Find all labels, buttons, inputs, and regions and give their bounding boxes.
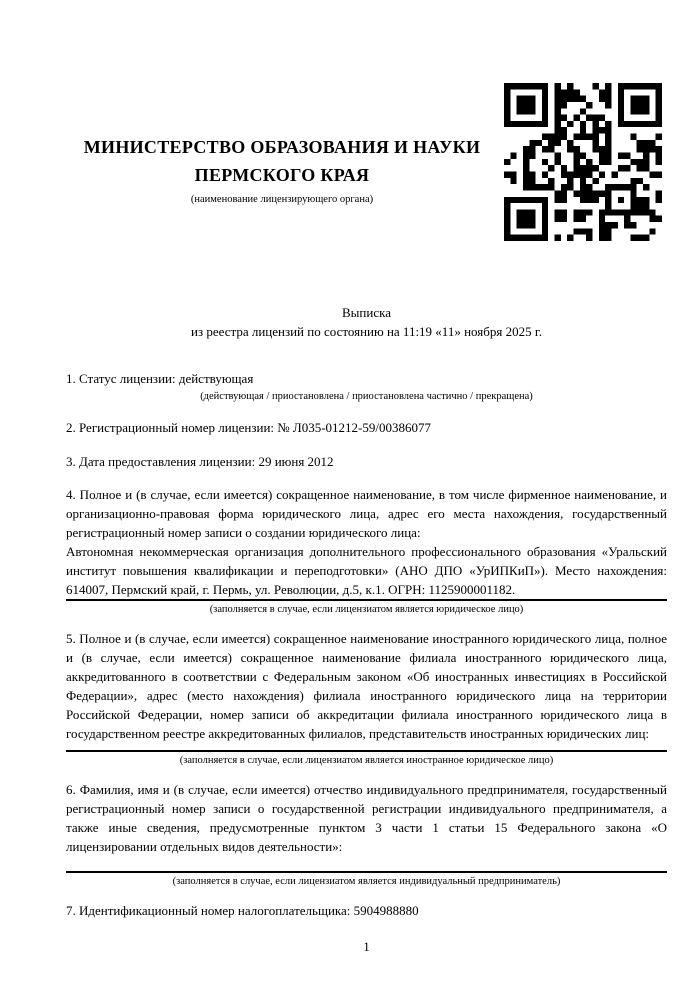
document-title-block	[66, 303, 667, 341]
document-header	[66, 0, 667, 241]
registration-number-text: 2. Регистрационный номер лицензии: № Л035-01212-59/00386077	[66, 420, 432, 435]
legal-entity-note: (заполняется в случае, если лицензиатом является юридическое лицо)	[209, 604, 524, 615]
ministry-header	[66, 133, 498, 207]
document-title: Выписка	[342, 305, 391, 320]
individual-entrepreneur-note: (заполняется в случае, если лицензиатом является индивидуальный предприниматель)	[172, 876, 561, 887]
item-1-license-status	[66, 369, 667, 404]
fill-in-line	[66, 856, 667, 873]
status-options-note: (действующая / приостановлена / приостановлена частично / прекращена)	[200, 391, 533, 402]
item-4-legal-entity	[66, 485, 667, 617]
licensing-authority-note: (наименование лицензирующего органа)	[190, 194, 374, 205]
qr-code-image	[504, 83, 662, 241]
taxpayer-number-text: 7. Идентификационный номер налогоплательщика: 5904988880	[66, 903, 419, 918]
license-status-text: 1. Статус лицензии: действующая	[66, 371, 254, 386]
ministry-name-line1: МИНИСТЕРСТВО ОБРАЗОВАНИЯ И НАУКИ	[83, 137, 481, 157]
item-5-foreign-entity	[66, 629, 667, 768]
legal-entity-label: 4. Полное и (в случае, если имеется) сокращенное наименование, в том числе фирменное наименование, и организационно-правовая форма юридического лица, адрес его места нахождения, государственный регистрационный номер записи о создании юридического лица:	[66, 487, 667, 540]
foreign-entity-note: (заполняется в случае, если лицензиатом является иностранное юридическое лицо)	[179, 755, 554, 766]
ministry-name-line2: ПЕРМСКОГО КРАЯ	[194, 165, 370, 185]
item-3-license-date	[66, 452, 667, 471]
item-2-registration-number	[66, 418, 667, 437]
document-title-date-line: из реестра лицензий по состоянию на 11:19 «11» ноября 2025 г.	[191, 324, 542, 339]
item-7-taxpayer-number	[66, 901, 667, 920]
legal-entity-value: Автономная некоммерческая организация дополнительного профессионального образования «Уральский институт повышения квалификации и переподготовки» (АНО ДПО «УрИПКиП»). Место нахождения: 614007, Пермский край, г. Пермь, ул. Революции, д.5, к.1. ОГРН: 1125900001182.	[66, 542, 667, 601]
qr-code-icon	[504, 83, 662, 241]
foreign-entity-label: 5. Полное и (в случае, если имеется) сокращенное наименование иностранного юридического лица, полное и (в случае, если имеется) сокращенное наименование филиала иностранного юридического лица, аккредитованного в соответствии с Федеральным законом «Об иностранных инвестициях в Российской Федерации», адрес (место нахождения) филиала иностранного юридического лица на территории Российской Федерации, номер записи об аккредитации филиала иностранного юридического лица в государственном реестре аккредитованных филиалов, представительств иностранных юридических лиц:	[66, 631, 667, 741]
page-number: 1	[363, 939, 370, 954]
individual-entrepreneur-label: 6. Фамилия, имя и (в случае, если имеется) отчество индивидуального предпринимателя, государственный регистрационный номер записи о государственной регистрации индивидуального предпринимателя, а также иные сведения, предусмотренные пунктом 3 части 1 статьи 15 Федерального закона «О лицензировании отдельных видов деятельности»:	[66, 782, 667, 854]
item-6-individual-entrepreneur	[66, 780, 667, 889]
license-date-text: 3. Дата предоставления лицензии: 29 июня 2012	[66, 454, 334, 469]
fill-in-line	[66, 743, 667, 752]
